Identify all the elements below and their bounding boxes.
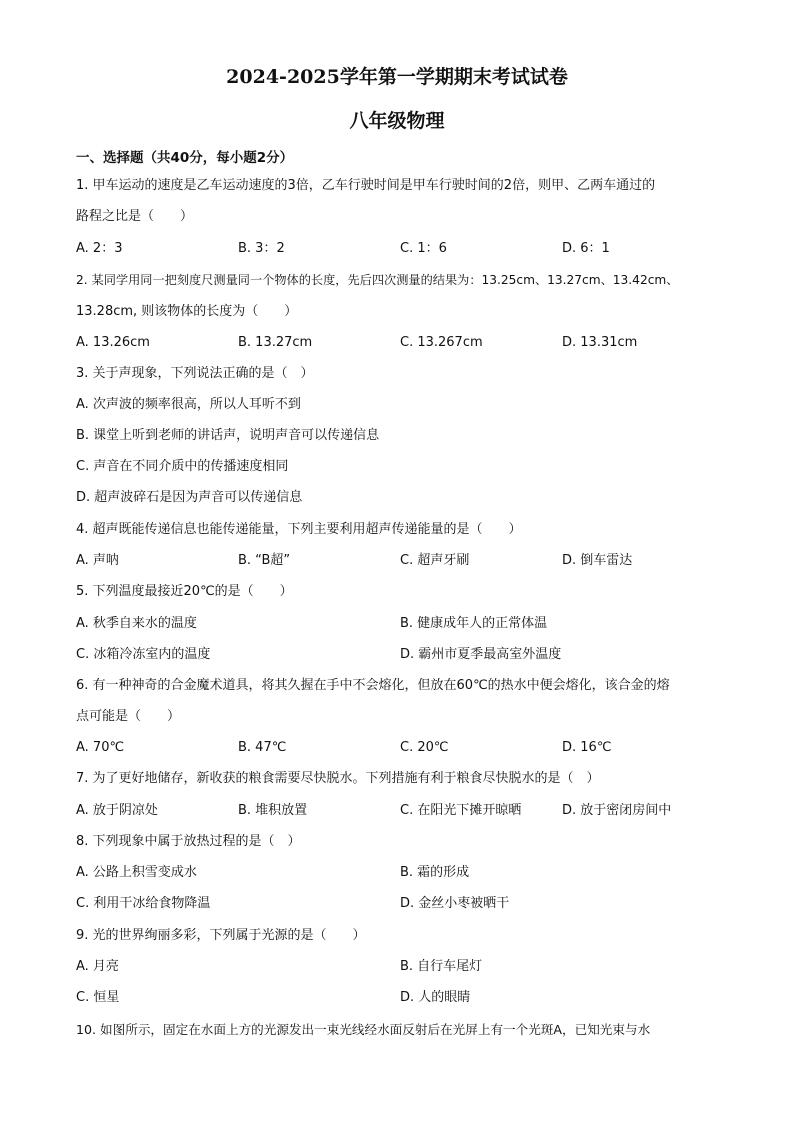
question-4-option-b: B. “B超” [238, 553, 291, 568]
question-7-option-d: D. 放于密闭房间中 [562, 803, 672, 818]
question-5-option-b: B. 健康成年人的正常体温 [400, 616, 548, 631]
section-heading: 一、选择题（共40分，每小题2分） [76, 150, 294, 166]
question-7-option-a: A. 放于阴凉处 [76, 803, 158, 818]
question-3-option-a: A. 次声波的频率很高，所以人耳听不到 [76, 397, 301, 412]
question-7-option-c: C. 在阳光下摊开晾晒 [400, 803, 522, 818]
question-3-line-1: 3. 关于声现象，下列说法正确的是（ ） [76, 366, 314, 381]
question-8-option-c: C. 利用干冰给食物降温 [76, 896, 211, 911]
question-6-option-b: B. 47℃ [238, 740, 287, 755]
question-6-option-c: C. 20℃ [400, 740, 449, 755]
question-3-option-c: C. 声音在不同介质中的传播速度相同 [76, 459, 289, 474]
question-5-option-a: A. 秋季自来水的温度 [76, 616, 197, 631]
question-2-option-c: C. 13.267cm [400, 335, 483, 350]
question-2-line-1: 2. 某同学用同一把刻度尺测量同一个物体的长度，先后四次测量的结果为：13.25cm、13.27cm、13.42cm、 [76, 273, 679, 287]
question-9-option-b: B. 自行车尾灯 [400, 959, 483, 974]
question-2-line-2: 13.28cm, 则该物体的长度为（ ） [76, 304, 298, 319]
question-6-option-a: A. 70℃ [76, 740, 125, 755]
question-9-option-c: C. 恒星 [76, 990, 120, 1005]
question-4-line-1: 4. 超声既能传递信息也能传递能量，下列主要利用超声传递能量的是（ ） [76, 522, 522, 537]
question-1-line-1: 1. 甲车运动的速度是乙车运动速度的3倍，乙车行驶时间是甲车行驶时间的2倍，则甲、乙两车通过的 [76, 178, 656, 193]
question-8-option-a: A. 公路上积雪变成水 [76, 865, 197, 880]
question-7-line-1: 7. 为了更好地储存，新收获的粮食需要尽快脱水。下列措施有利于粮食尽快脱水的是（ ） [76, 771, 600, 786]
question-1-line-2: 路程之比是（ ） [76, 209, 194, 224]
question-1-option-a: A. 2：3 [76, 241, 123, 256]
question-6-line-2: 点可能是（ ） [76, 709, 181, 724]
question-9-line-1: 9. 光的世界绚丽多彩，下列属于光源的是（ ） [76, 928, 366, 943]
question-4-option-a: A. 声呐 [76, 553, 119, 568]
question-5-option-d: D. 霸州市夏季最高室外温度 [400, 647, 562, 662]
question-7-option-b: B. 堆积放置 [238, 803, 308, 818]
question-4-option-c: C. 超声牙刷 [400, 553, 470, 568]
question-1-option-b: B. 3：2 [238, 241, 285, 256]
question-2-option-d: D. 13.31cm [562, 335, 638, 350]
exam-title: 2024-2025学年第一学期期末考试试卷 [226, 66, 568, 88]
exam-subtitle: 八年级物理 [349, 110, 445, 132]
question-10-line-1: 10. 如图所示，固定在水面上方的光源发出一束光线经水面反射后在光屏上有一个光斑A，已知光束与水 [76, 1022, 651, 1037]
question-2-option-a: A. 13.26cm [76, 335, 150, 350]
question-3-option-b: B. 课堂上听到老师的讲话声，说明声音可以传递信息 [76, 428, 380, 443]
question-2-option-b: B. 13.27cm [238, 335, 313, 350]
question-8-option-b: B. 霜的形成 [400, 865, 470, 880]
question-8-line-1: 8. 下列现象中属于放热过程的是（ ） [76, 834, 301, 849]
question-9-option-a: A. 月亮 [76, 959, 119, 974]
question-3-option-d: D. 超声波碎石是因为声音可以传递信息 [76, 490, 303, 505]
question-1-option-d: D. 6：1 [562, 241, 610, 256]
question-9-option-d: D. 人的眼睛 [400, 990, 471, 1005]
question-1-option-c: C. 1：6 [400, 241, 447, 256]
question-5-line-1: 5. 下列温度最接近20℃的是（ ） [76, 584, 293, 599]
question-5-option-c: C. 冰箱冷冻室内的温度 [76, 647, 211, 662]
question-6-option-d: D. 16℃ [562, 740, 612, 755]
question-8-option-d: D. 金丝小枣被晒干 [400, 896, 510, 911]
question-4-option-d: D. 倒车雷达 [562, 553, 633, 568]
question-6-line-1: 6. 有一种神奇的合金魔术道具，将其久握在手中不会熔化，但放在60℃的热水中便会熔化，该合金的熔 [76, 678, 670, 693]
